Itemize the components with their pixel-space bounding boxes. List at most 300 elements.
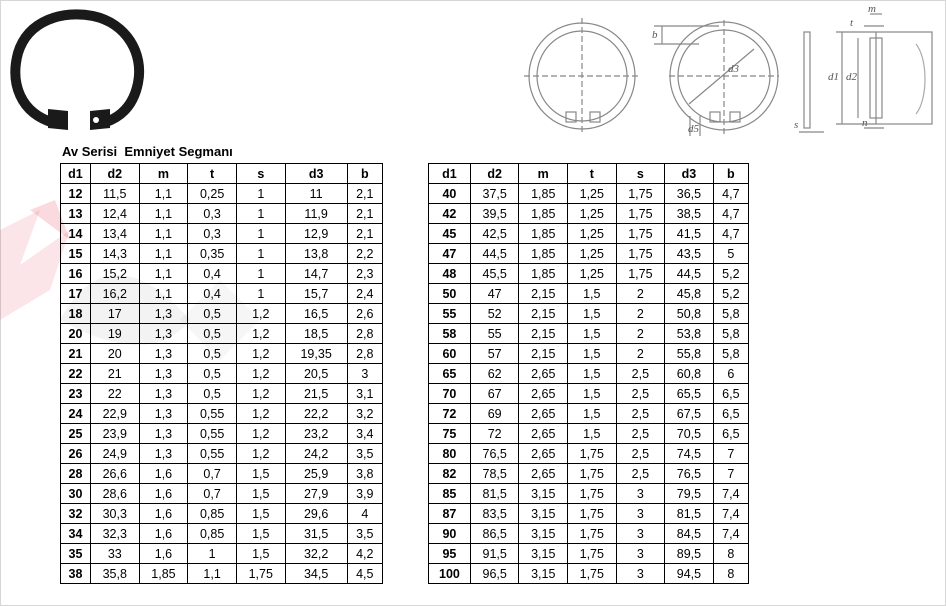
cell-d1: 65 xyxy=(429,364,471,384)
cell-d3: 67,5 xyxy=(665,404,714,424)
cell-d2: 35,8 xyxy=(90,564,139,584)
cell-t: 0,3 xyxy=(188,204,237,224)
table-row xyxy=(61,324,383,344)
cell-d1: 15 xyxy=(61,244,91,264)
technical-drawing xyxy=(524,4,940,138)
cell-d2: 86,5 xyxy=(470,524,519,544)
table-row xyxy=(61,184,383,204)
cell-d2: 81,5 xyxy=(470,484,519,504)
table-row xyxy=(429,204,749,224)
cell-d3: 44,5 xyxy=(665,264,714,284)
cell-b: 3,5 xyxy=(347,444,382,464)
cell-d1: 22 xyxy=(61,364,91,384)
table-row xyxy=(61,244,383,264)
cell-b: 7,4 xyxy=(713,484,748,504)
cell-d1: 75 xyxy=(429,424,471,444)
cell-b: 2,3 xyxy=(347,264,382,284)
cell-d2: 11,5 xyxy=(90,184,139,204)
cell-b: 6 xyxy=(713,364,748,384)
cell-d1: 12 xyxy=(61,184,91,204)
cell-m: 1,6 xyxy=(139,524,188,544)
cell-s: 2,5 xyxy=(616,404,665,424)
cell-d1: 21 xyxy=(61,344,91,364)
cell-b: 2,8 xyxy=(347,344,382,364)
cell-d1: 14 xyxy=(61,224,91,244)
table-row xyxy=(429,244,749,264)
cell-d1: 26 xyxy=(61,444,91,464)
table-row xyxy=(429,464,749,484)
cell-d1: 34 xyxy=(61,524,91,544)
cell-s: 1,2 xyxy=(236,324,285,344)
cell-d2: 39,5 xyxy=(470,204,519,224)
cell-t: 1,5 xyxy=(568,384,617,404)
cell-t: 1,25 xyxy=(568,224,617,244)
cell-b: 6,5 xyxy=(713,424,748,444)
cell-d2: 76,5 xyxy=(470,444,519,464)
cell-s: 2,5 xyxy=(616,464,665,484)
cell-m: 2,15 xyxy=(519,344,568,364)
cell-s: 1,2 xyxy=(236,364,285,384)
cell-s: 2,5 xyxy=(616,384,665,404)
cell-b: 5,2 xyxy=(713,284,748,304)
cell-d2: 20 xyxy=(90,344,139,364)
column-header-d1: d1 xyxy=(61,164,91,184)
cell-b: 7 xyxy=(713,464,748,484)
cell-d1: 60 xyxy=(429,344,471,364)
table-title: Av Serisi Emniyet Segmanı xyxy=(62,144,233,159)
cell-d3: 32,2 xyxy=(285,544,347,564)
cell-d1: 35 xyxy=(61,544,91,564)
cell-d2: 52 xyxy=(470,304,519,324)
cell-d1: 30 xyxy=(61,484,91,504)
cell-s: 1,75 xyxy=(236,564,285,584)
cell-d2: 78,5 xyxy=(470,464,519,484)
cell-t: 0,4 xyxy=(188,264,237,284)
column-header-s: s xyxy=(236,164,285,184)
cell-m: 2,65 xyxy=(519,404,568,424)
cell-s: 1,2 xyxy=(236,444,285,464)
cell-t: 0,5 xyxy=(188,364,237,384)
table-header-row xyxy=(429,164,749,184)
cell-t: 1,75 xyxy=(568,504,617,524)
cell-t: 1,5 xyxy=(568,424,617,444)
cell-b: 7 xyxy=(713,444,748,464)
cell-t: 0,3 xyxy=(188,224,237,244)
table-row xyxy=(61,304,383,324)
table-row xyxy=(61,364,383,384)
table-row xyxy=(61,424,383,444)
cell-d3: 81,5 xyxy=(665,504,714,524)
cell-d3: 55,8 xyxy=(665,344,714,364)
table-row xyxy=(61,404,383,424)
cell-b: 3,5 xyxy=(347,524,382,544)
cell-t: 1,75 xyxy=(568,464,617,484)
cell-t: 0,55 xyxy=(188,404,237,424)
cell-d2: 69 xyxy=(470,404,519,424)
cell-d1: 42 xyxy=(429,204,471,224)
cell-b: 5,8 xyxy=(713,344,748,364)
cell-t: 1,5 xyxy=(568,344,617,364)
label-b: b xyxy=(652,29,658,41)
cell-s: 1,2 xyxy=(236,304,285,324)
cell-d3: 65,5 xyxy=(665,384,714,404)
cell-s: 2,5 xyxy=(616,364,665,384)
cell-d3: 14,7 xyxy=(285,264,347,284)
cell-d3: 34,5 xyxy=(285,564,347,584)
cell-s: 1,2 xyxy=(236,384,285,404)
cell-b: 6,5 xyxy=(713,404,748,424)
cell-b: 4,7 xyxy=(713,204,748,224)
cell-d2: 22 xyxy=(90,384,139,404)
cell-d2: 22,9 xyxy=(90,404,139,424)
cell-s: 3 xyxy=(616,544,665,564)
cell-d1: 70 xyxy=(429,384,471,404)
cell-s: 1,2 xyxy=(236,424,285,444)
cell-d1: 100 xyxy=(429,564,471,584)
cell-d1: 16 xyxy=(61,264,91,284)
table-row xyxy=(61,564,383,584)
cell-s: 2 xyxy=(616,344,665,364)
cell-s: 1,2 xyxy=(236,344,285,364)
cell-d3: 38,5 xyxy=(665,204,714,224)
cell-s: 1 xyxy=(236,284,285,304)
cell-m: 2,65 xyxy=(519,364,568,384)
cell-d1: 90 xyxy=(429,524,471,544)
table-row xyxy=(429,484,749,504)
cell-t: 1,5 xyxy=(568,324,617,344)
column-header-d2: d2 xyxy=(470,164,519,184)
cell-b: 5 xyxy=(713,244,748,264)
cell-m: 1,1 xyxy=(139,244,188,264)
cell-d3: 31,5 xyxy=(285,524,347,544)
cell-d3: 12,9 xyxy=(285,224,347,244)
cell-s: 3 xyxy=(616,484,665,504)
cell-d2: 72 xyxy=(470,424,519,444)
cell-d2: 24,9 xyxy=(90,444,139,464)
cell-d1: 50 xyxy=(429,284,471,304)
cell-b: 2,2 xyxy=(347,244,382,264)
cell-s: 1 xyxy=(236,204,285,224)
cell-s: 1 xyxy=(236,264,285,284)
table-row xyxy=(429,184,749,204)
cell-d2: 28,6 xyxy=(90,484,139,504)
table-row xyxy=(429,224,749,244)
cell-b: 7,4 xyxy=(713,524,748,544)
cell-b: 4,7 xyxy=(713,184,748,204)
column-header-m: m xyxy=(519,164,568,184)
cell-s: 1,75 xyxy=(616,204,665,224)
cell-d1: 85 xyxy=(429,484,471,504)
cell-t: 0,55 xyxy=(188,424,237,444)
cell-d1: 18 xyxy=(61,304,91,324)
cell-m: 1,3 xyxy=(139,364,188,384)
column-header-s: s xyxy=(616,164,665,184)
cell-b: 2,1 xyxy=(347,184,382,204)
cell-t: 1 xyxy=(188,544,237,564)
cell-s: 1,5 xyxy=(236,524,285,544)
cell-s: 1,2 xyxy=(236,404,285,424)
cell-s: 1,5 xyxy=(236,464,285,484)
table-row xyxy=(61,264,383,284)
cell-d3: 89,5 xyxy=(665,544,714,564)
cell-d1: 47 xyxy=(429,244,471,264)
cell-s: 2 xyxy=(616,324,665,344)
cell-t: 0,25 xyxy=(188,184,237,204)
column-header-b: b xyxy=(713,164,748,184)
cell-d1: 55 xyxy=(429,304,471,324)
cell-m: 3,15 xyxy=(519,484,568,504)
cell-s: 1,75 xyxy=(616,224,665,244)
table-row xyxy=(429,524,749,544)
cell-d2: 91,5 xyxy=(470,544,519,564)
cell-b: 2,4 xyxy=(347,284,382,304)
cell-m: 1,6 xyxy=(139,544,188,564)
cell-m: 1,1 xyxy=(139,204,188,224)
cell-t: 0,5 xyxy=(188,324,237,344)
cell-d1: 95 xyxy=(429,544,471,564)
cell-s: 2,5 xyxy=(616,424,665,444)
cell-b: 3,1 xyxy=(347,384,382,404)
table-row xyxy=(429,544,749,564)
cell-m: 1,3 xyxy=(139,344,188,364)
cell-d3: 74,5 xyxy=(665,444,714,464)
cell-m: 1,1 xyxy=(139,264,188,284)
label-t: t xyxy=(850,17,854,29)
cell-m: 1,1 xyxy=(139,184,188,204)
cell-t: 0,35 xyxy=(188,244,237,264)
cell-d2: 57 xyxy=(470,344,519,364)
table-row xyxy=(61,344,383,364)
cell-t: 0,5 xyxy=(188,304,237,324)
cell-s: 1,75 xyxy=(616,264,665,284)
column-header-d1: d1 xyxy=(429,164,471,184)
cell-d2: 37,5 xyxy=(470,184,519,204)
cell-m: 1,85 xyxy=(519,224,568,244)
cell-t: 1,75 xyxy=(568,484,617,504)
cell-t: 0,7 xyxy=(188,464,237,484)
cell-m: 3,15 xyxy=(519,544,568,564)
cell-s: 1,5 xyxy=(236,504,285,524)
cell-d2: 26,6 xyxy=(90,464,139,484)
cell-b: 4,7 xyxy=(713,224,748,244)
column-header-m: m xyxy=(139,164,188,184)
cell-b: 3,4 xyxy=(347,424,382,444)
table-row xyxy=(429,424,749,444)
column-header-b: b xyxy=(347,164,382,184)
cell-d2: 19 xyxy=(90,324,139,344)
label-d1: d1 xyxy=(828,71,839,83)
cell-m: 1,6 xyxy=(139,504,188,524)
cell-d3: 23,2 xyxy=(285,424,347,444)
table-row xyxy=(429,324,749,344)
cell-t: 1,5 xyxy=(568,364,617,384)
cell-m: 1,3 xyxy=(139,404,188,424)
table-row xyxy=(429,564,749,584)
table-row xyxy=(61,464,383,484)
table-row xyxy=(61,204,383,224)
cell-b: 5,8 xyxy=(713,304,748,324)
cell-d2: 16,2 xyxy=(90,284,139,304)
cell-d2: 42,5 xyxy=(470,224,519,244)
cell-m: 1,3 xyxy=(139,384,188,404)
cell-m: 1,85 xyxy=(519,264,568,284)
cell-d3: 60,8 xyxy=(665,364,714,384)
cell-d1: 24 xyxy=(61,404,91,424)
cell-b: 2,1 xyxy=(347,204,382,224)
cell-d3: 36,5 xyxy=(665,184,714,204)
cell-t: 0,7 xyxy=(188,484,237,504)
cell-d1: 13 xyxy=(61,204,91,224)
cell-b: 5,2 xyxy=(713,264,748,284)
cell-s: 1,75 xyxy=(616,184,665,204)
cell-d2: 23,9 xyxy=(90,424,139,444)
cell-d3: 84,5 xyxy=(665,524,714,544)
cell-m: 1,6 xyxy=(139,464,188,484)
cell-m: 1,85 xyxy=(519,244,568,264)
cell-d1: 48 xyxy=(429,264,471,284)
cell-d3: 22,2 xyxy=(285,404,347,424)
cell-d1: 17 xyxy=(61,284,91,304)
cell-d3: 25,9 xyxy=(285,464,347,484)
table-row xyxy=(61,444,383,464)
cell-s: 3 xyxy=(616,504,665,524)
cell-s: 1 xyxy=(236,184,285,204)
table-row xyxy=(429,284,749,304)
label-d5: d5 xyxy=(688,123,699,135)
cell-m: 2,65 xyxy=(519,464,568,484)
cell-d1: 72 xyxy=(429,404,471,424)
cell-s: 1 xyxy=(236,224,285,244)
cell-d3: 43,5 xyxy=(665,244,714,264)
cell-b: 7,4 xyxy=(713,504,748,524)
cell-m: 1,85 xyxy=(139,564,188,584)
cell-d1: 45 xyxy=(429,224,471,244)
cell-d2: 32,3 xyxy=(90,524,139,544)
cell-d3: 94,5 xyxy=(665,564,714,584)
cell-d2: 83,5 xyxy=(470,504,519,524)
table-row xyxy=(429,264,749,284)
cell-m: 1,6 xyxy=(139,484,188,504)
cell-m: 2,65 xyxy=(519,444,568,464)
cell-b: 4,5 xyxy=(347,564,382,584)
table-header-row xyxy=(61,164,383,184)
table-row xyxy=(429,384,749,404)
cell-d3: 70,5 xyxy=(665,424,714,444)
table-row xyxy=(61,284,383,304)
cell-m: 1,1 xyxy=(139,284,188,304)
cell-t: 1,75 xyxy=(568,524,617,544)
column-header-t: t xyxy=(568,164,617,184)
cell-d3: 18,5 xyxy=(285,324,347,344)
cell-d3: 20,5 xyxy=(285,364,347,384)
cell-t: 0,4 xyxy=(188,284,237,304)
cell-m: 2,65 xyxy=(519,424,568,444)
cell-d3: 45,8 xyxy=(665,284,714,304)
cell-d3: 15,7 xyxy=(285,284,347,304)
cell-d2: 45,5 xyxy=(470,264,519,284)
cell-d2: 17 xyxy=(90,304,139,324)
column-header-d3: d3 xyxy=(285,164,347,184)
cell-b: 3,9 xyxy=(347,484,382,504)
cell-m: 2,65 xyxy=(519,384,568,404)
cell-b: 3,8 xyxy=(347,464,382,484)
cell-b: 3 xyxy=(347,364,382,384)
label-s: s xyxy=(794,119,799,131)
cell-d3: 27,9 xyxy=(285,484,347,504)
table-row xyxy=(429,304,749,324)
cell-d3: 24,2 xyxy=(285,444,347,464)
cell-m: 1,3 xyxy=(139,304,188,324)
table-row xyxy=(429,504,749,524)
cell-d2: 47 xyxy=(470,284,519,304)
cell-d1: 28 xyxy=(61,464,91,484)
cell-b: 2,1 xyxy=(347,224,382,244)
cell-d3: 13,8 xyxy=(285,244,347,264)
cell-s: 3 xyxy=(616,564,665,584)
spec-table-left xyxy=(60,163,383,584)
cell-d1: 23 xyxy=(61,384,91,404)
cell-d2: 14,3 xyxy=(90,244,139,264)
cell-t: 0,85 xyxy=(188,504,237,524)
cell-d2: 96,5 xyxy=(470,564,519,584)
column-header-t: t xyxy=(188,164,237,184)
cell-d2: 30,3 xyxy=(90,504,139,524)
cell-d3: 41,5 xyxy=(665,224,714,244)
cell-m: 3,15 xyxy=(519,564,568,584)
cell-m: 1,85 xyxy=(519,184,568,204)
cell-d3: 19,35 xyxy=(285,344,347,364)
cell-d2: 44,5 xyxy=(470,244,519,264)
table-row xyxy=(429,364,749,384)
label-n: n xyxy=(862,117,868,129)
cell-t: 0,5 xyxy=(188,384,237,404)
cell-t: 1,5 xyxy=(568,404,617,424)
table-row xyxy=(61,504,383,524)
cell-b: 4,2 xyxy=(347,544,382,564)
cell-d2: 12,4 xyxy=(90,204,139,224)
cell-d2: 55 xyxy=(470,324,519,344)
cell-s: 2,5 xyxy=(616,444,665,464)
cell-d1: 40 xyxy=(429,184,471,204)
cell-d3: 50,8 xyxy=(665,304,714,324)
cell-s: 3 xyxy=(616,524,665,544)
cell-m: 2,15 xyxy=(519,284,568,304)
cell-t: 1,1 xyxy=(188,564,237,584)
label-m: m xyxy=(868,4,876,15)
cell-s: 1 xyxy=(236,244,285,264)
cell-t: 0,5 xyxy=(188,344,237,364)
cell-t: 0,85 xyxy=(188,524,237,544)
cell-d1: 58 xyxy=(429,324,471,344)
cell-m: 1,3 xyxy=(139,444,188,464)
cell-d2: 15,2 xyxy=(90,264,139,284)
cell-t: 1,25 xyxy=(568,204,617,224)
cell-d1: 25 xyxy=(61,424,91,444)
cell-t: 1,25 xyxy=(568,244,617,264)
table-row xyxy=(61,544,383,564)
cell-m: 1,3 xyxy=(139,324,188,344)
cell-d3: 76,5 xyxy=(665,464,714,484)
cell-d1: 87 xyxy=(429,504,471,524)
cell-m: 1,3 xyxy=(139,424,188,444)
cell-s: 2 xyxy=(616,304,665,324)
cell-m: 3,15 xyxy=(519,524,568,544)
column-header-d2: d2 xyxy=(90,164,139,184)
cell-d3: 11 xyxy=(285,184,347,204)
cell-d3: 11,9 xyxy=(285,204,347,224)
cell-d3: 79,5 xyxy=(665,484,714,504)
cell-d3: 21,5 xyxy=(285,384,347,404)
